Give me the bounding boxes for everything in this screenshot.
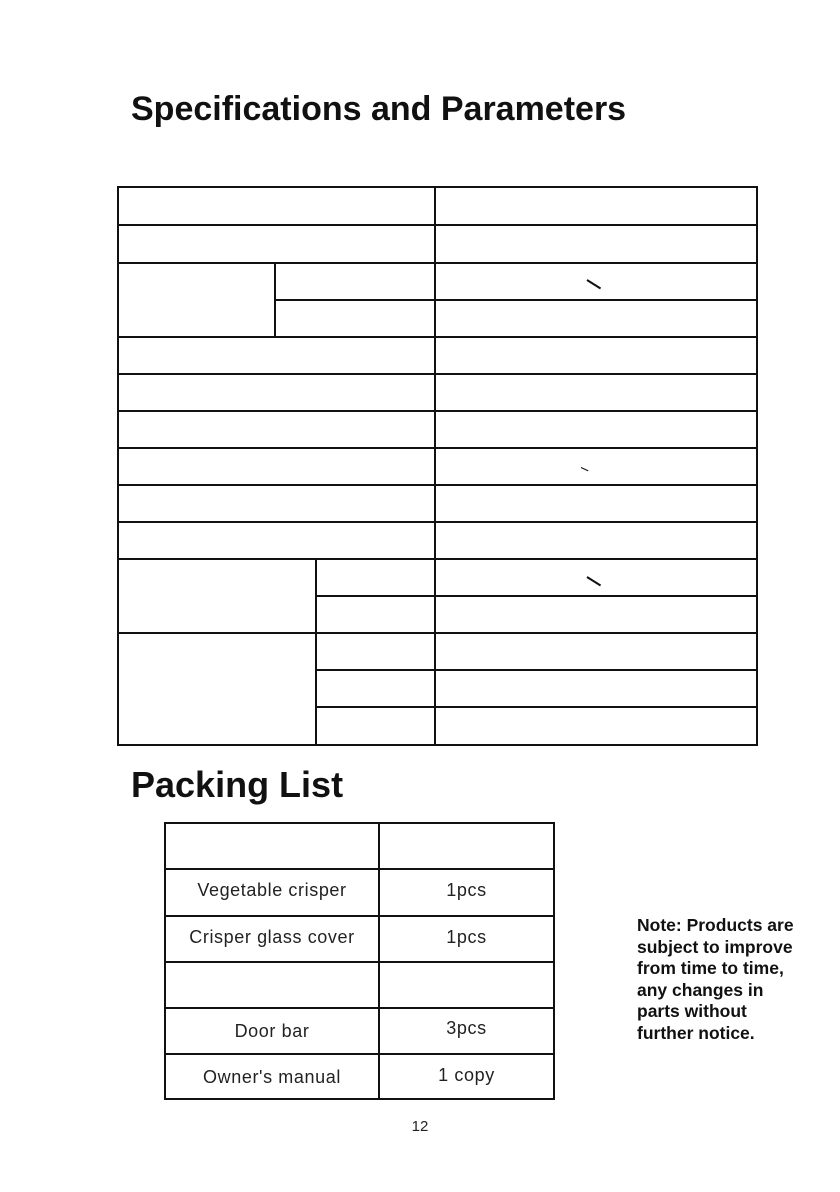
table-row-divider (275, 299, 756, 301)
table-row-divider (166, 915, 553, 917)
table-row-divider (119, 373, 756, 375)
table-row-divider (119, 632, 756, 634)
table-row-divider (119, 336, 756, 338)
table-row-divider (166, 1007, 553, 1009)
packing-item-name: Door bar (234, 1021, 310, 1041)
table-column-divider (315, 558, 317, 744)
table-row-divider (119, 447, 756, 449)
table-row-divider (119, 262, 756, 264)
table-row-divider (119, 410, 756, 412)
dash-mark (581, 467, 589, 471)
table-row-divider (119, 484, 756, 486)
table-row-divider (119, 224, 756, 226)
packing-item-name: Vegetable crisper (197, 880, 347, 900)
table-row-divider (166, 961, 553, 963)
specifications-title: Specifications and Parameters (131, 90, 627, 128)
packing-item-quantity: 1pcs (446, 880, 487, 900)
page-number: 12 (411, 1118, 429, 1135)
table-row-divider (315, 669, 756, 671)
table-row-divider (119, 521, 756, 523)
packing-item-quantity: 3pcs (446, 1018, 487, 1038)
table-row-divider (119, 558, 756, 560)
packing-item-quantity: 1pcs (446, 927, 487, 947)
product-change-note: Note: Products are subject to improve from time to time, any changes in parts without further notice. (637, 915, 794, 1043)
table-row-divider (315, 706, 756, 708)
packing-item-name: Owner's manual (203, 1067, 341, 1087)
dash-mark (586, 279, 601, 289)
table-row-divider (315, 595, 756, 597)
packing-item-quantity: 1 copy (438, 1065, 495, 1085)
packing-item-name: Crisper glass cover (189, 927, 355, 947)
table-column-divider (274, 262, 276, 337)
table-column-divider (434, 188, 436, 744)
table-row-divider (166, 1053, 553, 1055)
packing-list-table (164, 822, 555, 1100)
packing-list-title: Packing List (131, 764, 344, 805)
specifications-table (117, 186, 758, 746)
table-row-divider (166, 868, 553, 870)
dash-mark (586, 576, 601, 586)
